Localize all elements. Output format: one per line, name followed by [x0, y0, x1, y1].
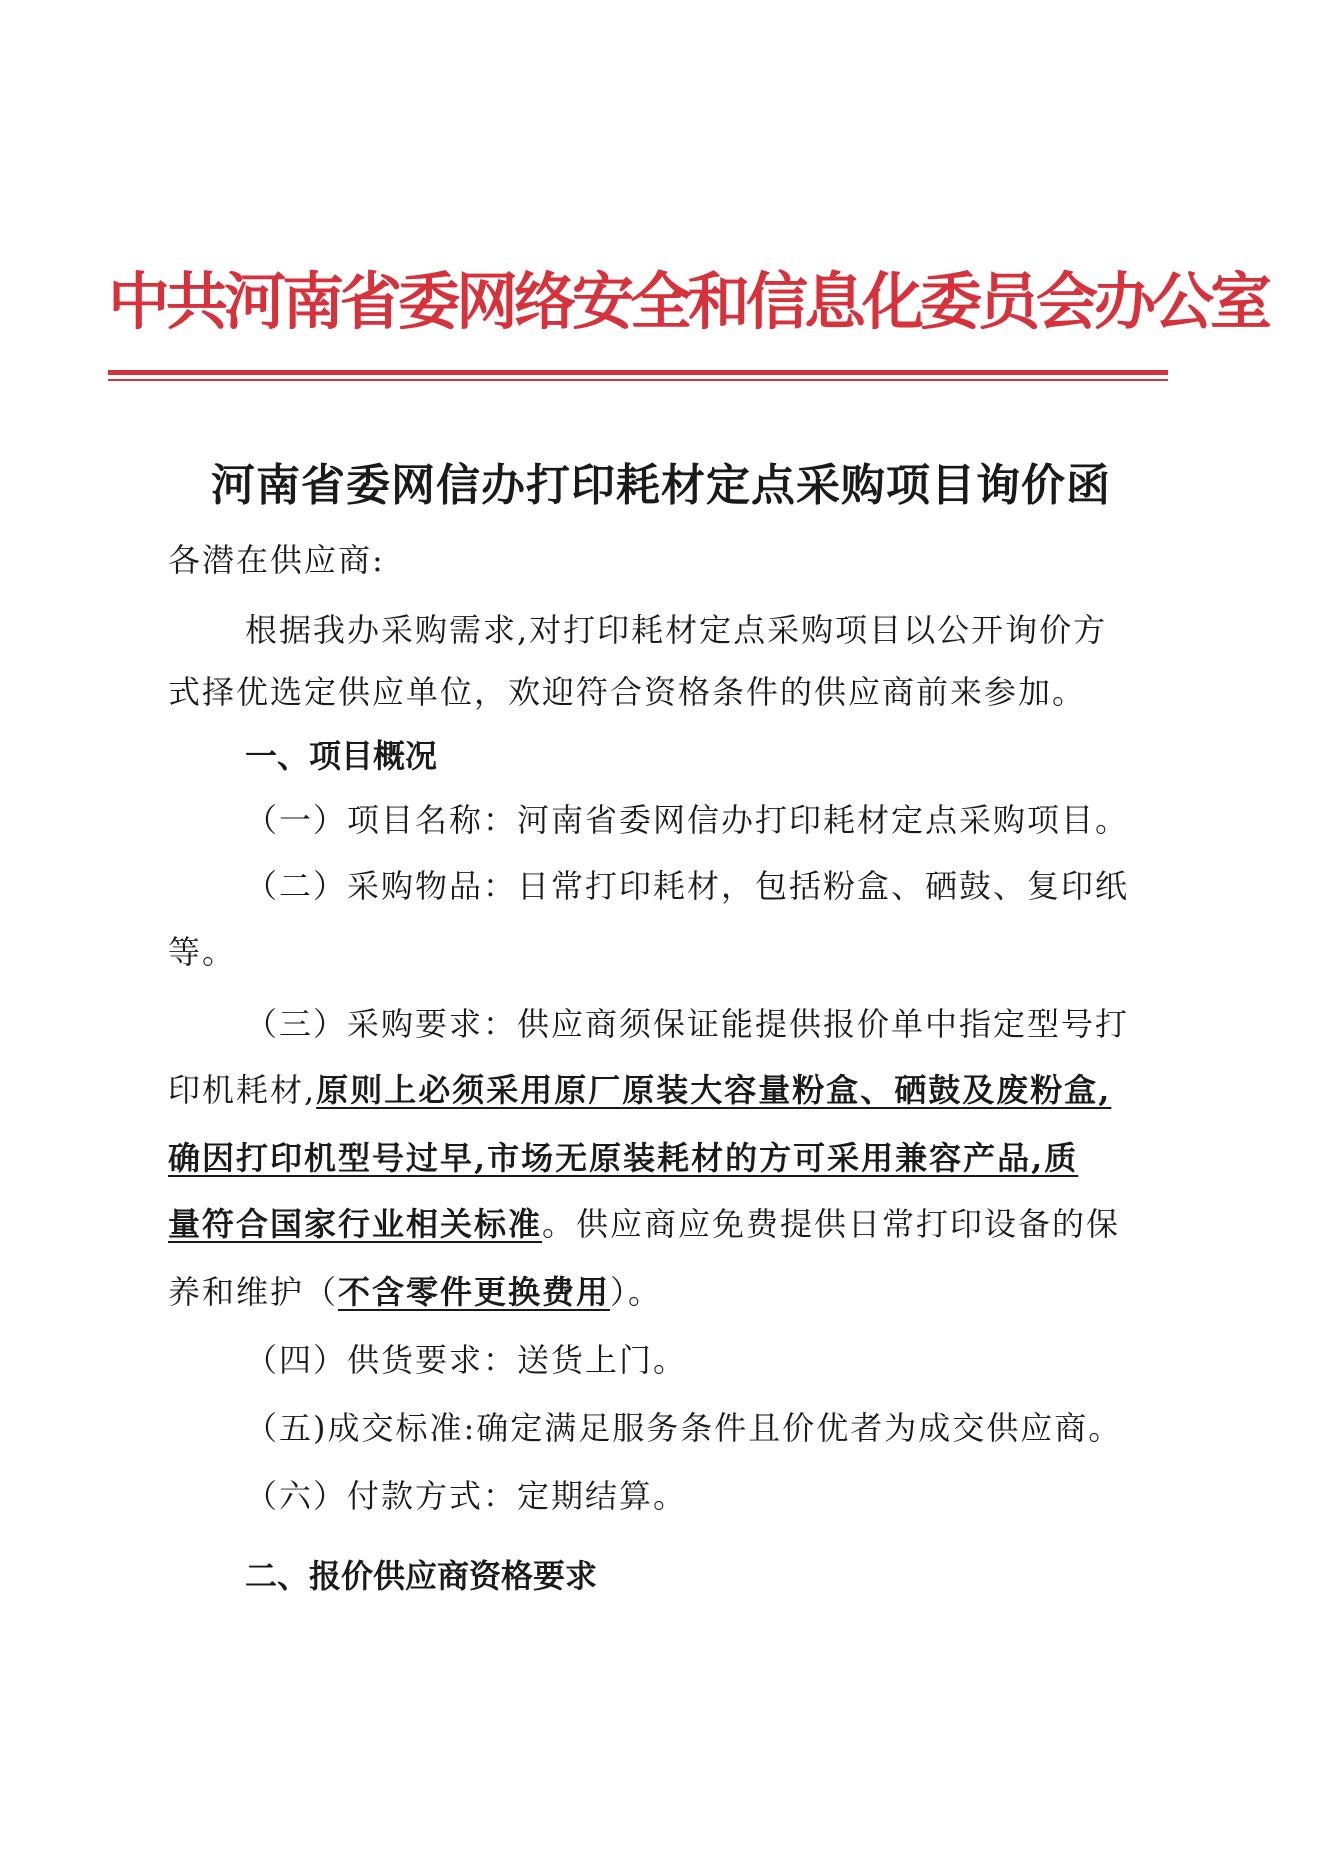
item-3-line-3-underlined: 确因打印机型号过早,市场无原装耗材的方可采用兼容产品,质	[168, 1139, 1079, 1177]
item-5-criteria: （五)成交标准:确定满足服务条件且价优者为成交供应商。	[245, 1409, 1123, 1447]
item-3-line-5-underlined: 不含零件更换费用	[338, 1273, 611, 1311]
salutation: 各潜在供应商:	[168, 541, 385, 579]
item-3-line-4-plain: 。供应商应免费提供日常打印设备的保	[542, 1205, 1121, 1243]
section-2-heading: 二、报价供应商资格要求	[245, 1557, 598, 1595]
item-3-line-2-underlined: 原则上必须采用原厂原装大容量粉盒、硒鼓及废粉盒,	[316, 1071, 1112, 1109]
item-3-line-3	[168, 1134, 1168, 1182]
intro-line-1: 根据我办采购需求,对打印耗材定点采购项目以公开询价方	[245, 611, 1108, 649]
item-3-line-5	[168, 1268, 1168, 1316]
item-3-line-4	[168, 1200, 1168, 1248]
item-3-line-2-plain: 印机耗材,	[168, 1071, 317, 1109]
item-3-line-5-b: ）。	[610, 1273, 663, 1311]
item-4-delivery: （四）供货要求：送货上门。	[245, 1341, 688, 1379]
document-title: 河南省委网信办打印耗材定点采购项目询价函	[211, 460, 1111, 511]
section-1-heading: 一、项目概况	[245, 737, 438, 775]
intro-line-2: 式择优选定供应单位，欢迎符合资格条件的供应商前来参加。	[168, 673, 1087, 711]
item-6-payment: （六）付款方式：定期结算。	[245, 1477, 688, 1515]
item-3-line-2	[168, 1066, 1168, 1114]
item-3-line-1: （三）采购要求：供应商须保证能提供报价单中指定型号打	[245, 1005, 1130, 1043]
letterhead-red-rule-thick	[108, 370, 1168, 375]
item-1-project-name: （一）项目名称：河南省委网信办打印耗材定点采购项目。	[245, 801, 1130, 839]
letterhead-title: 中共河南省委网络安全和信息化委员会办公室	[108, 265, 1269, 338]
item-2-line-1: （二）采购物品：日常打印耗材，包括粉盒、硒鼓、复印纸	[245, 867, 1130, 905]
letterhead-red-rule-thin	[108, 379, 1168, 381]
item-2-line-2: 等。	[168, 933, 237, 971]
item-3-line-4-underlined: 量符合国家行业相关标准	[168, 1205, 543, 1243]
item-3-line-5-a: 养和维护（	[168, 1273, 339, 1311]
